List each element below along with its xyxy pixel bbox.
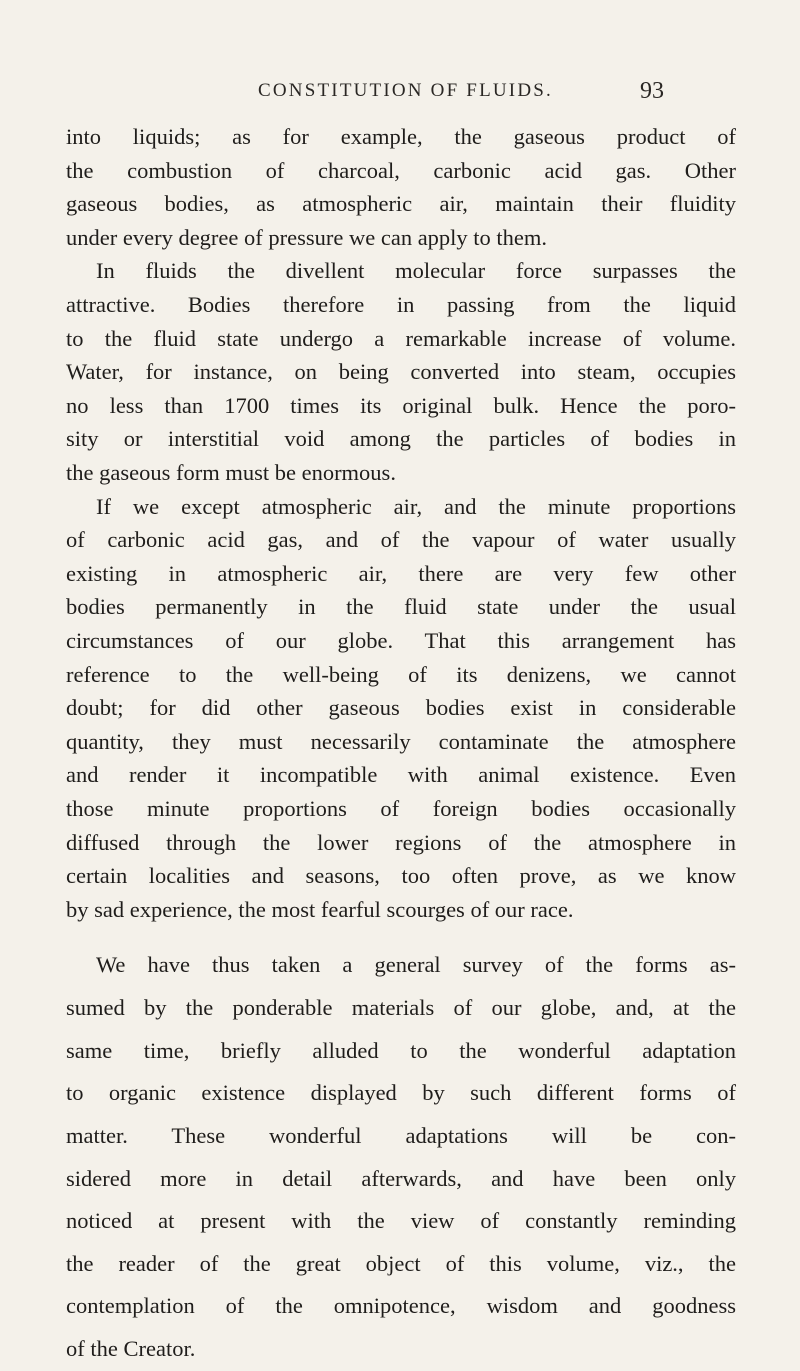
text-line: existing in atmospheric air, there are very few other [66, 560, 736, 586]
text-line: to the fluid state undergo a remarkable increase of volume. [66, 325, 736, 351]
running-head [0, 80, 800, 110]
text-line: sumed by the ponderable materials of our globe, and, at the [66, 995, 736, 1021]
text-line: sity or interstitial void among the particles of bodies in [66, 426, 736, 452]
text-line: into liquids; as for example, the gaseous product of [66, 124, 736, 149]
text-line: diffused through the lower regions of the atmosphere in [66, 829, 736, 855]
text-line: If we except atmospheric air, and the minute proportions [96, 493, 736, 519]
text-line: of the Creator. [66, 1336, 196, 1361]
text-line: no less than 1700 times its original bulk. Hence the poro- [66, 392, 736, 418]
text-line: same time, briefly alluded to the wonderful adaptation [66, 1037, 736, 1063]
text-line: to organic existence displayed by such different forms of [66, 1080, 736, 1106]
text-line: certain localities and seasons, too often prove, as we know [66, 863, 736, 889]
text-line: those minute proportions of foreign bodies occasionally [66, 796, 736, 821]
text-line: matter. These wonderful adaptations will be con- [66, 1122, 736, 1148]
text-line: attractive. Bodies therefore in passing from the liquid [66, 292, 736, 317]
text-line: We have thus taken a general survey of the forms as- [96, 952, 736, 978]
text-line: by sad experience, the most fearful scourges of our race. [66, 896, 574, 922]
text-line: bodies permanently in the fluid state under the usual [66, 594, 736, 620]
text-line: doubt; for did other gaseous bodies exist in considerable [66, 695, 736, 721]
text-line: quantity, they must necessarily contaminate the atmosphere [66, 728, 736, 754]
text-line: circumstances of our globe. That this arrangement has [66, 628, 736, 653]
text-line: gaseous bodies, as atmospheric air, maintain their fluidity [66, 191, 736, 217]
text-line: sidered more in detail afterwards, and have been only [66, 1165, 736, 1191]
text-line: under every degree of pressure we can apply to them. [66, 224, 548, 250]
page-number: 93 [640, 78, 664, 104]
running-title: CONSTITUTION OF FLUIDS. [258, 80, 553, 101]
text-line: reference to the well-being of its denizens, we cannot [66, 661, 736, 687]
text-line: contemplation of the omnipotence, wisdom and goodness [66, 1293, 736, 1319]
text-line: Water, for instance, on being converted into steam, occupies [66, 359, 736, 385]
text-line: and render it incompatible with animal existence. Even [66, 762, 736, 788]
text-line: the reader of the great object of this volume, viz., the [66, 1250, 736, 1276]
text-line: the gaseous form must be enormous. [66, 460, 396, 485]
text-line: noticed at present with the view of constantly reminding [66, 1208, 736, 1234]
text-line: In fluids the divellent molecular force surpasses the [96, 258, 736, 284]
text-line: the combustion of charcoal, carbonic acid gas. Other [66, 157, 736, 183]
text-line: of carbonic acid gas, and of the vapour of water usually [66, 527, 736, 553]
